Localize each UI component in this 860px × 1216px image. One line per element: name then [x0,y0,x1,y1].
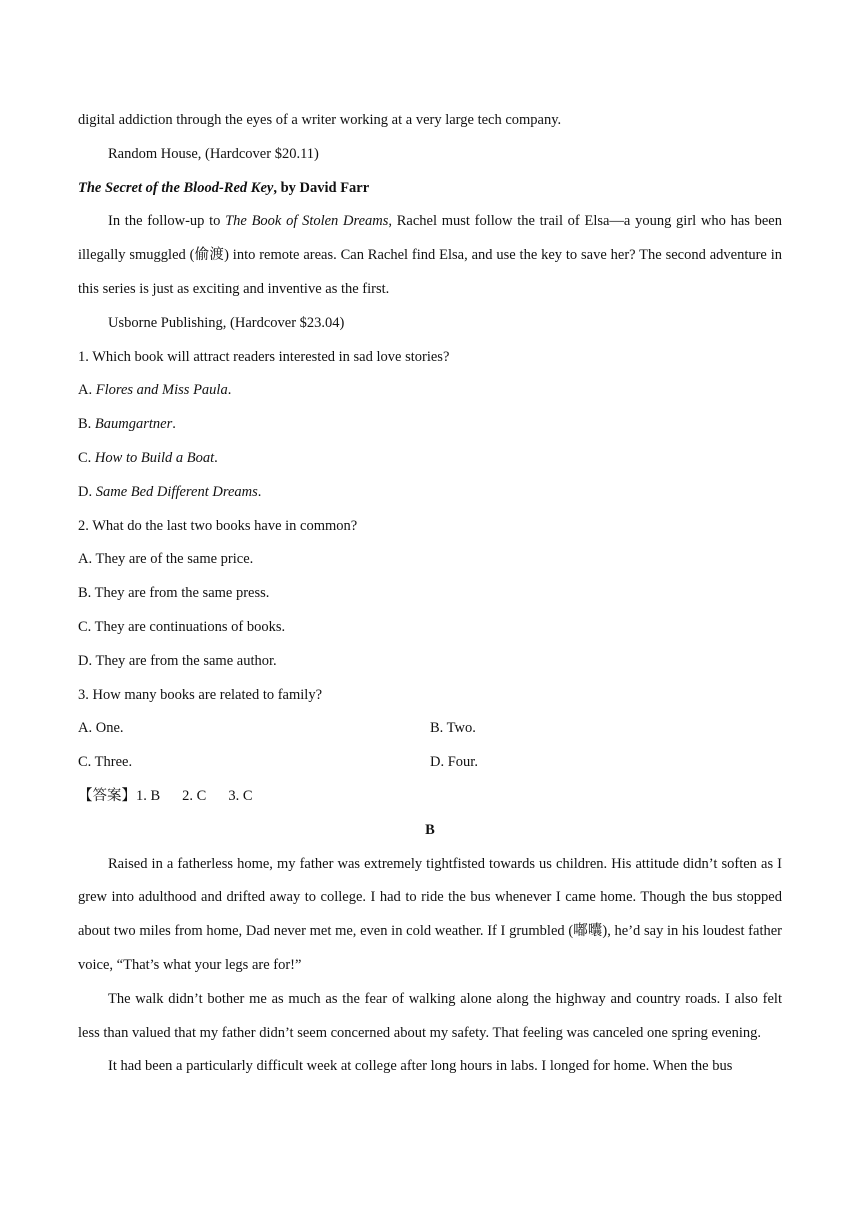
question-3-option-c: C. Three. [78,754,133,771]
question-3-stem: 3. How many books are related to family? [78,686,323,703]
question-3-option-b: B. Two. [430,720,476,737]
book2-desc-pre: In the follow-up to [108,213,226,230]
answer-key [78,780,782,814]
question-1-option-a: A. Flores and Miss Paula. [78,382,232,399]
question-1-option-b: B. Baumgartner. [78,416,176,433]
question-3-options-row-1 [78,712,782,746]
book2-heading [78,172,782,206]
document-page [78,104,782,1084]
book2-author: , by David Farr [273,179,370,196]
book2-desc-title: The Book of Stolen Dreams [225,213,389,230]
question-3-option-a: A. One. [78,720,124,737]
section-b-paragraph-1: Raised in a fatherless home, my father was extremely tightfisted towards us children. His attitude didn’t soften as I grew into adulthood and drifted away to college. I had to ride the bus whenever I came home. Though the bus stopped about two miles from home, Dad never met me, even in cold weather. If I grumbled (嘟囔), he’d say in his loudest father voice, “That’s what your legs are for!” [78,855,782,973]
answer-2: 2. C [182,787,207,804]
question-2-stem: 2. What do the last two books have in common? [78,517,358,534]
question-3-options-row-2 [78,746,782,780]
book2-publisher: Usborne Publishing, (Hardcover $23.04) [108,314,345,331]
section-b-paragraph-2: The walk didn’t bother me as much as the fear of walking alone along the highway and country roads. I also felt less than valued that my father didn’t seem concerned about my safety. That feeling was canceled one spring evening. [78,990,782,1041]
answer-3: 3. C [228,787,253,804]
question-2-option-c: C. They are continuations of books. [78,618,286,635]
answer-1: 1. B [136,787,161,804]
section-b-heading: B [425,821,435,838]
book2-description [78,205,782,306]
intro-tail-text: digital addiction through the eyes of a writer working at a very large tech company. [78,112,562,128]
book1-publisher: Random House, (Hardcover $20.11) [108,145,319,162]
answer-label: 【答案】 [78,787,136,804]
question-1-stem: 1. Which book will attract readers interested in sad love stories? [78,348,450,365]
question-1-option-d: D. Same Bed Different Dreams. [78,483,262,500]
book2-title: The Secret of the Blood-Red Key [78,179,274,196]
book2-desc-post: , Rachel must follow the trail of Elsa—a young girl who has been illegally smuggled (偷渡) into remote areas. Can Rachel find Elsa, and use the key to save her? The second adventure in this series is just as exciting and inventive as the first. [78,213,782,297]
question-1-option-c: C. How to Build a Boat. [78,449,218,466]
question-2-option-d: D. They are from the same author. [78,652,277,669]
question-2-option-b: B. They are from the same press. [78,585,270,602]
section-b-paragraph-3: It had been a particularly difficult week at college after long hours in labs. I longed for home. When the bus [108,1058,733,1075]
question-3-option-d: D. Four. [430,754,478,771]
question-2-option-a: A. They are of the same price. [78,551,254,568]
